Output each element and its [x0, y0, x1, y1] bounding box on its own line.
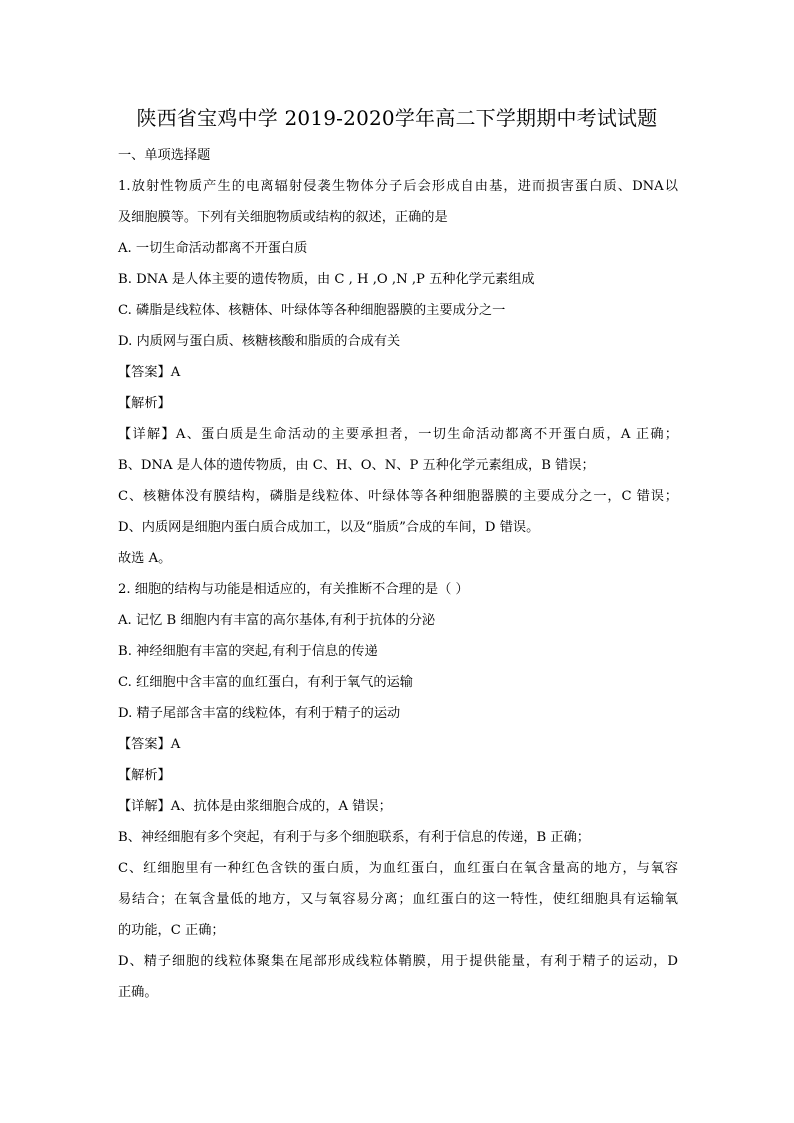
q2-answer: 【答案】A — [118, 737, 181, 752]
q2-analysis-heading: 【解析】 — [118, 768, 171, 783]
section-heading: 一、单项选择题 — [118, 148, 211, 163]
q1-answer: 【答案】A — [118, 365, 181, 380]
q2-detail-line-4: 易结合；在氧含量低的地方，又与氧容易分离；血红蛋白的这一特性，使红细胞具有运输氧 — [118, 892, 678, 907]
q2-detail-line-6: D、精子细胞的线粒体聚集在尾部形成线粒体鞘膜，用于提供能量，有利于精子的运动，D — [118, 954, 678, 969]
page-title: 陕西省宝鸡中学 2019-2020学年高二下学期期中考试试题 — [136, 106, 658, 130]
q1-stem-line-1: 1.放射性物质产生的电离辐射侵袭生物体分子后会形成自由基，进而损害蛋白质、DNA以 — [118, 179, 678, 194]
q2-option-a: A. 记忆 B 细胞内有丰富的高尔基体,有利于抗体的分泌 — [118, 613, 436, 628]
q2-option-c: C. 红细胞中含丰富的血红蛋白，有利于氧气的运输 — [118, 675, 413, 690]
q1-detail-line-3: C、核糖体没有膜结构，磷脂是线粒体、叶绿体等各种细胞器膜的主要成分之一，C 错误； — [118, 489, 678, 504]
q2-detail-line-5: 的功能，C 正确； — [118, 923, 225, 938]
q1-option-d: D. 内质网与蛋白质、核糖核酸和脂质的合成有关 — [118, 334, 401, 349]
q2-detail-line-2: B、神经细胞有多个突起，有利于与多个细胞联系，有利于信息的传递，B 正确； — [118, 830, 590, 845]
q1-detail-line-2: B、DNA 是人体的遗传物质，由 C、H、O、N、P 五种化学元素组成，B 错误； — [118, 458, 595, 473]
q2-option-d: D. 精子尾部含丰富的线粒体，有利于精子的运动 — [118, 706, 401, 721]
q1-option-a: A. 一切生命活动都离不开蛋白质 — [118, 241, 308, 256]
q1-option-b: B. DNA 是人体主要的遗传物质，由 C , H ,O ,N ,P 五种化学元素组成 — [118, 272, 535, 287]
q2-detail-line-1: 【详解】A、抗体是由浆细胞合成的，A 错误； — [118, 799, 392, 814]
q1-detail-line-1: 【详解】A、蛋白质是生命活动的主要承担者，一切生命活动都离不开蛋白质，A 正确； — [118, 427, 678, 442]
q1-option-c: C. 磷脂是线粒体、核糖体、叶绿体等各种细胞器膜的主要成分之一 — [118, 303, 506, 318]
q1-conclusion: 故选 A。 — [118, 551, 172, 566]
q2-detail-line-7: 正确。 — [118, 985, 158, 1000]
q1-analysis-heading: 【解析】 — [118, 396, 171, 411]
q2-stem: 2. 细胞的结构与功能是相适应的，有关推断不合理的是（ ） — [118, 582, 469, 597]
q2-detail-line-3: C、红细胞里有一种红色含铁的蛋白质，为血红蛋白，血红蛋白在氧含量高的地方，与氧容 — [118, 861, 678, 876]
q2-option-b: B. 神经细胞有丰富的突起,有利于信息的传递 — [118, 644, 378, 659]
q1-stem-line-2: 及细胞膜等。下列有关细胞物质或结构的叙述，正确的是 — [118, 210, 448, 225]
document-body — [118, 140, 678, 1008]
q1-detail-line-4: D、内质网是细胞内蛋白质合成加工，以及“脂质”合成的车间，D 错误。 — [118, 520, 540, 535]
